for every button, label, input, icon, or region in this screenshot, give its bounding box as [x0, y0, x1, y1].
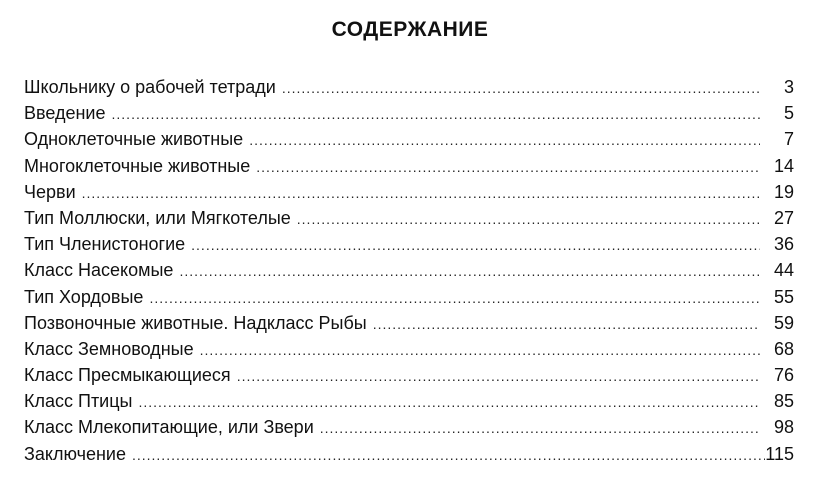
toc-entry-page-number: 85 — [773, 391, 794, 412]
dot-leader — [112, 101, 760, 126]
toc-entry[interactable] — [24, 362, 794, 388]
table-of-contents — [24, 74, 794, 467]
toc-entry-title: Тип Членистоногие — [24, 234, 186, 255]
toc-entry[interactable] — [24, 336, 794, 362]
toc-entry-title: Одноклеточные животные — [24, 129, 244, 150]
toc-entry-title: Класс Птицы — [24, 391, 133, 412]
toc-entry-title: Черви — [24, 181, 76, 202]
toc-entry-title: Многоклеточные животные — [24, 155, 251, 176]
toc-entry-page-number: 36 — [773, 234, 794, 255]
dot-leader — [191, 232, 760, 257]
toc-entry[interactable] — [24, 126, 794, 152]
toc-entry-title: Класс Пресмыкающиеся — [24, 365, 231, 386]
toc-entry-page-number: 55 — [773, 286, 794, 307]
toc-entry[interactable] — [24, 414, 794, 440]
toc-entry-title: Тип Хордовые — [24, 286, 144, 307]
toc-entry[interactable] — [24, 205, 794, 231]
toc-entry-page-number: 14 — [773, 155, 794, 176]
dot-leader — [149, 285, 760, 310]
toc-entry-page-number: 76 — [773, 365, 794, 386]
dot-leader — [82, 180, 760, 205]
toc-entry-page-number: 7 — [783, 129, 794, 150]
dot-leader — [200, 337, 760, 362]
toc-entry[interactable] — [24, 388, 794, 414]
dot-leader — [132, 442, 765, 467]
toc-entry[interactable] — [24, 100, 794, 126]
toc-entry-page-number: 27 — [773, 207, 794, 228]
toc-entry-page-number: 59 — [773, 312, 794, 333]
dot-leader — [373, 311, 760, 336]
toc-entry-title: Класс Млекопитающие, или Звери — [24, 417, 314, 438]
toc-entry-title: Позвоночные животные. Надкласс Рыбы — [24, 312, 367, 333]
dot-leader — [297, 206, 760, 231]
toc-entry-title: Класс Насекомые — [24, 260, 174, 281]
toc-entry-page-number: 3 — [783, 77, 794, 97]
toc-entry[interactable] — [24, 441, 794, 467]
toc-entry-page-number: 68 — [773, 338, 794, 359]
toc-entry[interactable] — [24, 284, 794, 310]
dot-leader — [256, 154, 760, 179]
toc-entry[interactable] — [24, 179, 794, 205]
dot-leader — [282, 75, 760, 100]
toc-entry-page-number: 115 — [765, 443, 794, 464]
toc-entry-page-number: 98 — [773, 417, 794, 438]
toc-entry[interactable] — [24, 310, 794, 336]
dot-leader — [249, 127, 760, 152]
dot-leader — [320, 415, 760, 440]
toc-entry[interactable] — [24, 153, 794, 179]
toc-entry-page-number: 44 — [773, 260, 794, 281]
toc-entry-title: Класс Земноводные — [24, 338, 194, 359]
dot-leader — [138, 389, 760, 414]
toc-entry-title: Введение — [24, 103, 106, 124]
dot-leader — [179, 258, 760, 283]
toc-entry-page-number: 5 — [783, 103, 794, 124]
toc-entry-title: Заключение — [24, 443, 126, 464]
toc-entry[interactable] — [24, 231, 794, 257]
page-title: СОДЕРЖАНИЕ — [331, 18, 489, 41]
toc-entry-title: Тип Моллюски, или Мягкотелые — [24, 207, 291, 228]
dot-leader — [237, 363, 760, 388]
toc-entry[interactable] — [24, 74, 794, 100]
toc-entry-page-number: 19 — [773, 181, 794, 202]
toc-entry[interactable] — [24, 257, 794, 283]
toc-entry-title: Школьнику о рабочей тетради — [24, 77, 276, 97]
